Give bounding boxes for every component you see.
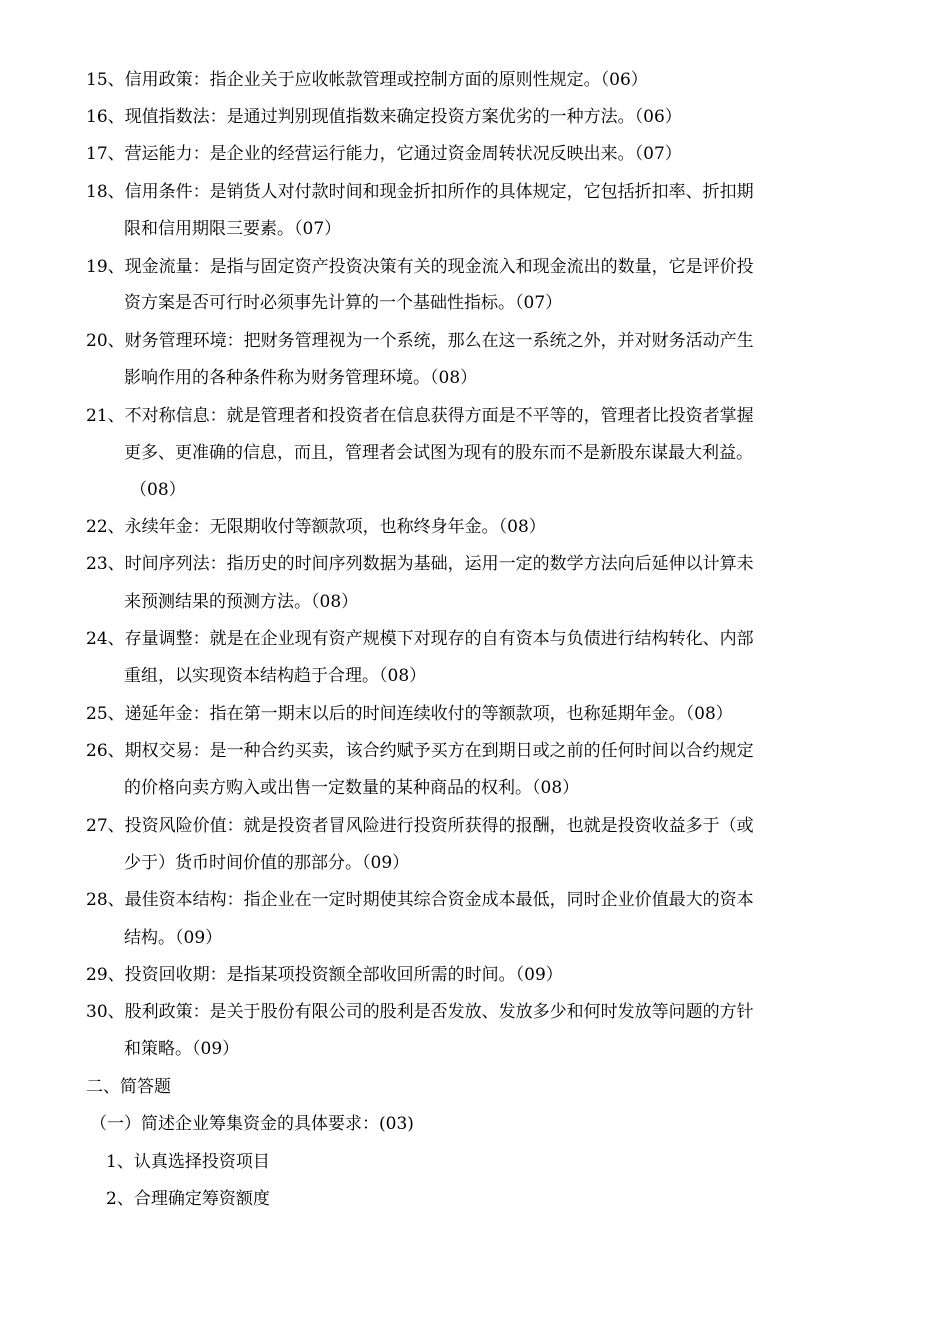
term-29: 29、投资回收期：是指某项投资额全部收回所需的时间。（09） (86, 965, 563, 985)
term-26-cont: 的价格向卖方购入或出售一定数量的某种商品的权利。（08） (124, 778, 580, 798)
term-20: 20、财务管理环境：把财务管理视为一个系统，那么在这一系统之外，并对财务活动产生 (86, 331, 754, 351)
term-30: 30、股利政策：是关于股份有限公司的股利是否发放、发放多少和何时发放等问题的方针 (86, 1002, 754, 1022)
term-18-cont: 限和信用期限三要素。（07） (124, 219, 342, 239)
term-30-cont: 和策略。（09） (124, 1039, 240, 1059)
term-24: 24、存量调整：就是在企业现有资产规模下对现存的自有资本与负债进行结构转化、内部 (86, 629, 754, 649)
term-21: 21、不对称信息：就是管理者和投资者在信息获得方面是不平等的，管理者比投资者掌握 (86, 406, 754, 426)
term-19: 19、现金流量：是指与固定资产投资决策有关的现金流入和现金流出的数量，它是评价投 (86, 257, 754, 277)
question-heading: （一）简述企业筹集资金的具体要求：(03) (90, 1114, 414, 1134)
term-20-cont: 影响作用的各种条件称为财务管理环境。（08） (124, 368, 478, 388)
term-27: 27、投资风险价值：就是投资者冒风险进行投资所获得的报酬，也就是投资收益多于（或 (86, 816, 754, 836)
term-16: 16、现值指数法：是通过判别现值指数来确定投资方案优劣的一种方法。（06） (86, 107, 682, 127)
term-17: 17、营运能力：是企业的经营运行能力，它通过资金周转状况反映出来。（07） (86, 144, 682, 164)
term-26: 26、期权交易：是一种合约买卖，该合约赋予买方在到期日或之前的任何时间以合约规定 (86, 741, 754, 761)
term-23-cont: 来预测结果的预测方法。（08） (124, 592, 359, 612)
term-15: 15、信用政策：指企业关于应收帐款管理或控制方面的原则性规定。（06） (86, 70, 648, 90)
term-28-cont: 结构。（09） (124, 928, 223, 948)
term-25: 25、递延年金：指在第一期末以后的时间连续收付的等额款项，也称延期年金。（08） (86, 704, 733, 724)
term-24-cont: 重组，以实现资本结构趋于合理。（08） (124, 666, 427, 686)
answer-item-1: 1、认真选择投资项目 (106, 1152, 270, 1172)
term-23: 23、时间序列法：指历史的时间序列数据为基础，运用一定的数学方法向后延伸以计算未 (86, 554, 754, 574)
term-21-cont: 更多、更准确的信息，而且，管理者会试图为现有的股东而不是新股东谋最大利益。 (124, 443, 753, 463)
term-18: 18、信用条件：是销货人对付款时间和现金折扣所作的具体规定，它包括折扣率、折扣期 (86, 182, 754, 202)
term-21-cont2: （08） (130, 480, 186, 500)
answer-item-2: 2、合理确定筹资额度 (106, 1189, 270, 1209)
term-27-cont: 少于）货币时间价值的那部分。（09） (124, 853, 410, 873)
term-19-cont: 资方案是否可行时必须事先计算的一个基础性指标。（07） (124, 293, 563, 313)
term-22: 22、永续年金：无限期收付等额款项，也称终身年金。（08） (86, 517, 546, 537)
section-heading: 二、简答题 (86, 1077, 171, 1097)
term-28: 28、最佳资本结构：指企业在一定时期使其综合资金成本最低，同时企业价值最大的资本 (86, 890, 754, 910)
